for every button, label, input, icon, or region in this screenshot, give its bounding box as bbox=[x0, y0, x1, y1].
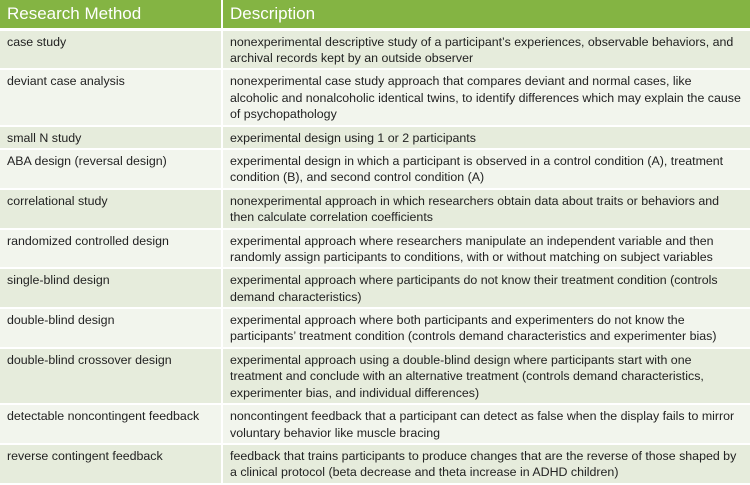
table-row bbox=[0, 404, 750, 444]
method-cell: double-blind crossover design bbox=[0, 348, 222, 404]
method-cell: ABA design (reversal design) bbox=[0, 149, 222, 189]
description-cell: experimental approach using a double-blind design where participants start with one treatment and conclude with an alternative treatment (controls demand characteristics, experimenter bias, and individual differences) bbox=[222, 348, 750, 404]
method-cell: reverse contingent feedback bbox=[0, 444, 222, 484]
description-cell: experimental approach where researchers manipulate an independent variable and then randomly assign participants to conditions, with or without matching on subject variables bbox=[222, 229, 750, 269]
description-cell: nonexperimental case study approach that compares deviant and normal cases, like alcoholic and nonalcoholic identical twins, to identify differences which may explain the cause of psychopathology bbox=[222, 69, 750, 125]
column-header-method: Research Method bbox=[0, 0, 222, 29]
description-cell: noncontingent feedback that a participant can detect as false when the display fails to mirror voluntary behavior like muscle bracing bbox=[222, 404, 750, 444]
table-body bbox=[0, 29, 750, 484]
header-row bbox=[0, 0, 750, 29]
method-cell: correlational study bbox=[0, 189, 222, 229]
method-cell: double-blind design bbox=[0, 308, 222, 348]
method-cell: single-blind design bbox=[0, 268, 222, 308]
table-row bbox=[0, 229, 750, 269]
method-cell: small N study bbox=[0, 126, 222, 149]
description-cell: experimental approach where both participants and experimenters do not know the participants’ treatment condition (controls demand characteristics and experimenter bias) bbox=[222, 308, 750, 348]
description-cell: experimental approach where participants do not know their treatment condition (controls demand characteristics) bbox=[222, 268, 750, 308]
description-cell: experimental design using 1 or 2 participants bbox=[222, 126, 750, 149]
table-row bbox=[0, 268, 750, 308]
table-row bbox=[0, 69, 750, 125]
table-row bbox=[0, 308, 750, 348]
table-row bbox=[0, 126, 750, 149]
description-cell: experimental design in which a participant is observed in a control condition (A), treatment condition (B), and second control condition (A) bbox=[222, 149, 750, 189]
description-cell: nonexperimental approach in which researchers obtain data about traits or behaviors and then calculate correlation coefficients bbox=[222, 189, 750, 229]
table-row bbox=[0, 29, 750, 69]
method-cell: detectable noncontingent feedback bbox=[0, 404, 222, 444]
table-header bbox=[0, 0, 750, 29]
table-row bbox=[0, 149, 750, 189]
method-cell: deviant case analysis bbox=[0, 69, 222, 125]
table-row bbox=[0, 189, 750, 229]
description-cell: feedback that trains participants to produce changes that are the reverse of those shaped by a clinical protocol (beta decrease and theta increase in ADHD children) bbox=[222, 444, 750, 484]
description-cell: nonexperimental descriptive study of a participant’s experiences, observable behaviors, and archival records kept by an outside observer bbox=[222, 29, 750, 69]
method-cell: randomized controlled design bbox=[0, 229, 222, 269]
method-cell: case study bbox=[0, 29, 222, 69]
column-header-description: Description bbox=[222, 0, 750, 29]
table-row bbox=[0, 444, 750, 484]
table-row bbox=[0, 348, 750, 404]
